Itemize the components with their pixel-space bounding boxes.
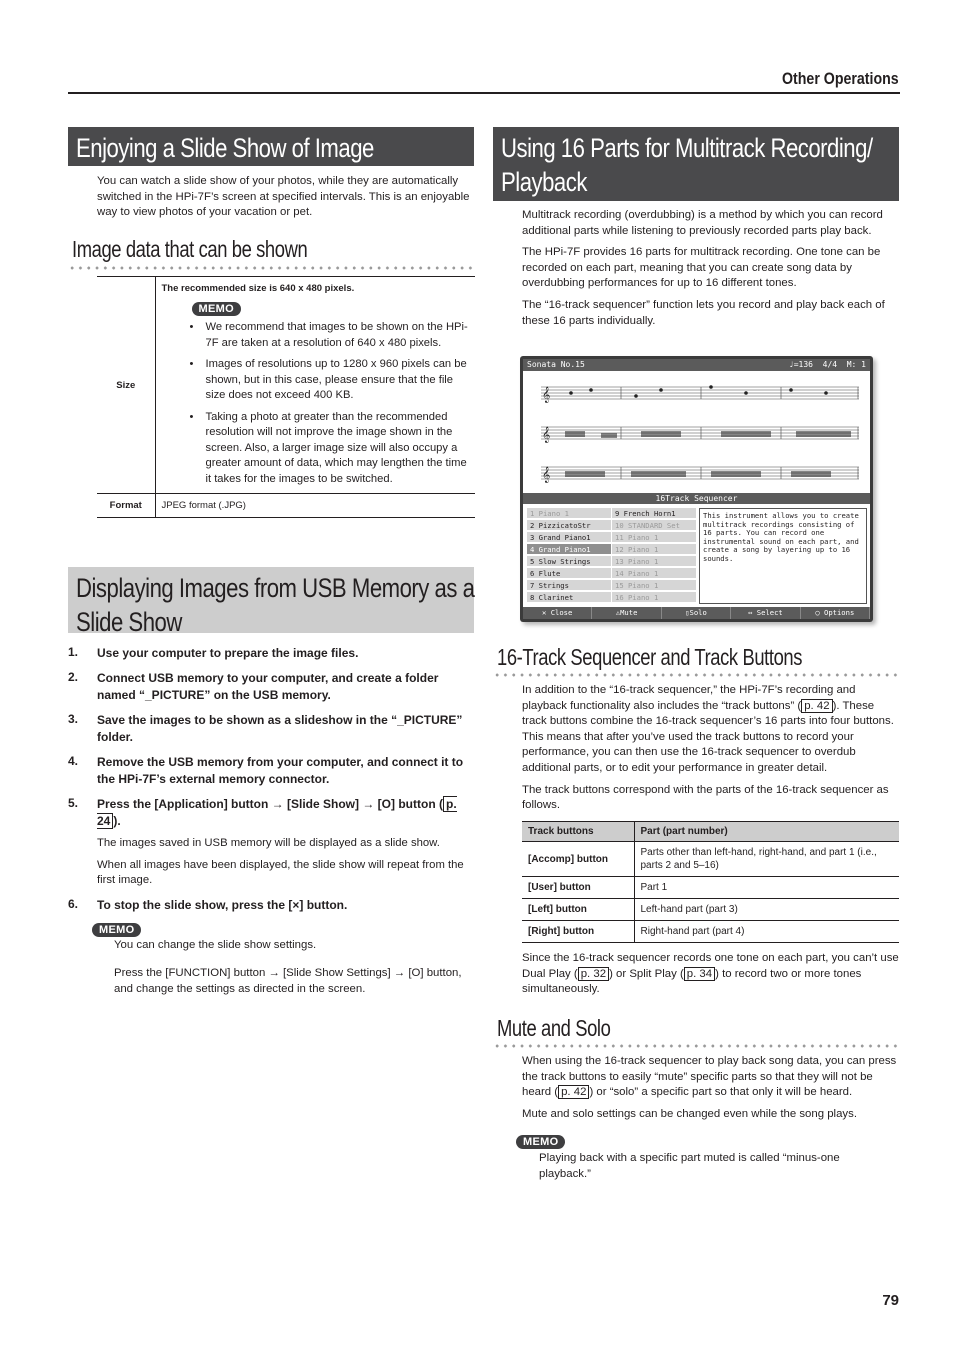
usb-title: Displaying Images from USB Memory as a Slide Show	[76, 573, 475, 637]
part-cell[interactable]: 6 Flute	[527, 568, 611, 579]
multitrack-title: Using 16 Parts for Multitrack Recording/ Playback	[501, 133, 873, 197]
column-header: Part (part number)	[634, 822, 899, 842]
track-buttons-p3: Since the 16-track sequencer records one tone on each part, you can’t use Dual Play ( p. 32 ) or Split Play ( p. 34 ) to record two or more tones simultaneously.	[522, 952, 899, 996]
part-cell[interactable]: 14 Piano 1	[612, 568, 696, 579]
options-button[interactable]: ◯ Options	[801, 607, 870, 619]
part-cell[interactable]: 15 Piano 1	[612, 580, 696, 591]
mute-solo-p1: When using the 16-track sequencer to play back song data, you can press the track buttons to easily “mute” specific parts so that they will not be heard ( p. 42 ) or “solo” a specific part so that only it will be heard.	[522, 1055, 897, 1099]
step-item: 6. To stop the slide show, press the [×] button.	[68, 896, 348, 912]
memo-text: Playing back with a specific part muted is called “minus-one playback.”	[539, 1152, 840, 1180]
page-ref-link[interactable]: p. 42	[801, 699, 832, 713]
slideshow-title: Enjoying a Slide Show of Image	[76, 133, 374, 163]
list-item: • Taking a photo at greater than the recommended resolution will not improve the image shown in the screen. Also, a larger image size will also occupy a greater amount of data, which may lengthen the time it takes for the images to be switched.	[190, 410, 470, 488]
select-button[interactable]: ⇔ Select	[731, 607, 800, 619]
solo-button[interactable]: ▯Solo	[662, 607, 731, 619]
page-number: 79	[882, 1292, 899, 1309]
part-cell[interactable]: 8 Clarinet	[527, 592, 611, 603]
format-label: Format	[97, 494, 155, 518]
section-header: Other Operations	[782, 70, 899, 88]
step-item: 4. Remove the USB memory from your computer, and connect it to the HPi-7F’s external memory connector.	[68, 754, 464, 786]
part-cell[interactable]: 11 Piano 1	[612, 532, 696, 543]
multitrack-p1: Multitrack recording (overdubbing) is a method by which you can record additional parts while listening to previously recorded parts play back.	[522, 209, 883, 237]
step-item: 2. Connect USB memory to your computer, and create a folder named “_PICTURE” on the USB memory.	[68, 670, 439, 702]
step-note: When all images have been displayed, the slide show will repeat from the first image.	[97, 858, 464, 887]
close-button[interactable]: ✕ Close	[523, 607, 592, 619]
part-cell[interactable]: 9 French Horn1	[612, 508, 696, 519]
svg-text:𝄞: 𝄞	[542, 427, 551, 443]
format-value: JPEG format (.JPG)	[155, 494, 475, 518]
sequencer-screen	[520, 356, 873, 622]
mute-solo-p2: Mute and solo settings can be changed even while the song plays.	[522, 1107, 857, 1120]
part-list	[527, 508, 697, 604]
memo-text: You can change the slide show settings.	[114, 939, 317, 951]
image-data-table	[97, 276, 475, 518]
memo-badge: MEMO	[516, 1135, 565, 1149]
part-cell[interactable]: 3 Grand Piano1	[527, 532, 611, 543]
track-buttons-heading: 16-Track Sequencer and Track Buttons	[497, 644, 803, 670]
part-cell[interactable]: 12 Piano 1	[612, 544, 696, 555]
heading-dots	[68, 266, 476, 270]
track-buttons-table	[522, 821, 899, 943]
part-cell[interactable]: 13 Piano 1	[612, 556, 696, 567]
slideshow-title-bar	[68, 127, 474, 166]
usb-steps	[68, 645, 472, 922]
heading-dots	[493, 673, 901, 677]
multitrack-p3: The “16-track sequencer” function lets you record and play back each of these 16 parts individually.	[522, 298, 885, 327]
table-row: [Accomp] button Parts other than left-hand, right-hand, and part 1 (i.e., parts 2 and 5–16)	[522, 842, 899, 877]
header-rule	[68, 92, 900, 94]
mute-solo-heading: Mute and Solo	[497, 1015, 611, 1041]
sequencer-title: 16Track Sequencer	[523, 493, 870, 504]
size-recommended: The recommended size is 640 x 480 pixels.	[161, 283, 355, 294]
column-header: Track buttons	[522, 822, 634, 842]
screen-title-bar	[523, 359, 870, 371]
table-row	[97, 277, 475, 494]
page-ref-link[interactable]: p. 32	[578, 967, 609, 981]
table-row: [Left] button Left-hand part (part 3)	[522, 899, 899, 921]
mute-button[interactable]: ⚠Mute	[592, 607, 661, 619]
table-row: [User] button Part 1	[522, 877, 899, 899]
image-data-heading: Image data that can be shown	[72, 236, 308, 262]
part-cell[interactable]: 5 Slow Strings	[527, 556, 611, 567]
table-row	[97, 494, 475, 518]
part-cell[interactable]: 1 Piano 1	[527, 508, 611, 519]
part-cell[interactable]: 10 STANDARD Set	[612, 520, 696, 531]
step-item: 3. Save the images to be shown as a slideshow in the “_PICTURE” folder.	[68, 712, 463, 744]
song-name: Sonata No.15	[527, 360, 585, 369]
heading-dots	[493, 1044, 901, 1048]
function-bar	[523, 607, 870, 619]
svg-text:𝄞: 𝄞	[542, 387, 551, 403]
page-ref-link[interactable]: p. 34	[684, 967, 715, 981]
meter-readout: 4/4	[822, 360, 838, 369]
multitrack-p2: The HPi-7F provides 16 parts for multitrack recording. One tone can be recorded on each part, meaning that you can create song data by overdubbing performances for up to 16 different tones.	[522, 246, 881, 290]
sequencer-message: This instrument allows you to create multitrack recordings consisting of 16 parts. You can record one instrumental sound on each part, and create a song by layering up to 16 sounds.	[699, 508, 867, 604]
part-cell[interactable]: 16 Piano 1	[612, 592, 696, 603]
part-cell-selected[interactable]: 4 Grand Piano1	[527, 544, 611, 555]
part-cell[interactable]: 2 PizzicatoStr	[527, 520, 611, 531]
slideshow-intro: You can watch a slide show of your photos, while they are automatically switched in the HPi-7F’s screen at specified intervals. This is an enjoyable way to view photos of your vacation or pet.	[97, 175, 470, 219]
memo-badge: MEMO	[92, 923, 141, 937]
memo-list	[190, 320, 470, 487]
track-buttons-p1: In addition to the “16-track sequencer,” the HPi-7F’s recording and playback functionality also includes the “track buttons” ( p. 42 ). These track buttons combine the 16-track sequencer’s 16 parts into four buttons. This means that after you’ve used the track buttons to record your performance, you can then use the 16-track sequencer to overdub additional parts, or to edit your performance in greater detail.	[522, 684, 894, 774]
part-cell[interactable]: 7 Strings	[527, 580, 611, 591]
page-ref-link[interactable]: p. 42	[558, 1085, 589, 1099]
memo-text: Press the [FUNCTION] button → [Slide Show Settings] → [O] button, and change the settings as directed in the screen.	[114, 967, 462, 995]
measure-readout: M: 1	[846, 360, 866, 369]
track-buttons-p2: The track buttons correspond with the parts of the 16-track sequencer as follows.	[522, 783, 889, 812]
size-label: Size	[97, 277, 155, 494]
tempo-readout: ♩=136	[788, 360, 813, 369]
step-item: 5. Press the [Application] button → [Slide Show] → [O] button ( p. 24 ). The images saved in USB memory will be displayed as a slide show. When all images have been displayed, the slide show will repeat from the first image.	[68, 796, 472, 889]
multitrack-title-bar	[493, 127, 899, 201]
svg-text:𝄞: 𝄞	[542, 467, 551, 483]
table-row: [Right] button Right-hand part (part 4)	[522, 921, 899, 943]
step-item: 1. Use your computer to prepare the image files.	[68, 645, 359, 660]
step-note: The images saved in USB memory will be displayed as a slide show.	[97, 837, 440, 849]
page-ref-link[interactable]: p. 24	[97, 797, 457, 828]
list-item: • We recommend that images to be shown on the HPi-7F are taken at a resolution of 640 x 480 pixels.	[190, 320, 470, 351]
list-item: • Images of resolutions up to 1280 x 960 pixels can be shown, but in this case, please ensure that the file size does not exceed 400 KB.	[190, 357, 470, 404]
music-notation	[541, 377, 859, 489]
table-header-row	[522, 822, 899, 842]
usb-title-bar	[68, 567, 475, 637]
memo-badge: MEMO	[192, 302, 241, 316]
